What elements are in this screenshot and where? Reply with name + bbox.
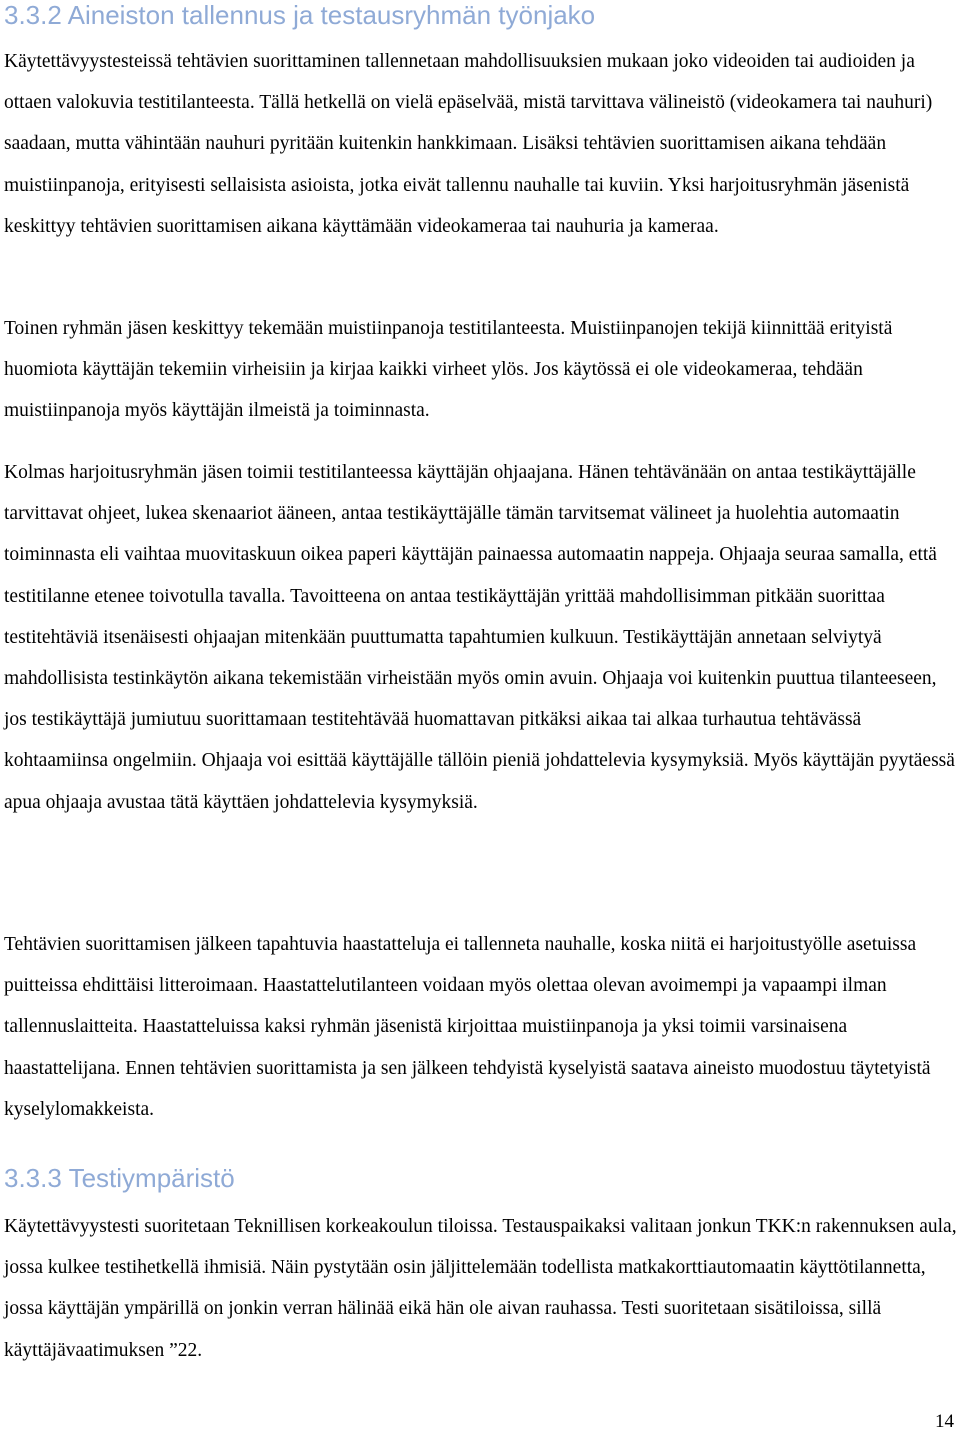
- section-heading-3-3-3: 3.3.3 Testiympäristö: [4, 1163, 235, 1193]
- paragraph-interviews: Tehtävien suorittamisen jälkeen tapahtuvia haastatteluja ei tallenneta nauhalle, koska niitä ei harjoitustyölle asetuissa puitteissa ehdittäisi litteroimaan. Haastattelutilanteen voidaan myös olettaa olevan avoimempi ja vapaampi ilman tallennuslaitteita. Haastatteluissa kaksi ryhmän jäsenistä kirjoittaa muistiinpanoja ja yksi toimii varsinaisena haastattelijana. Ennen tehtävien suorittamista ja sen jälkeen tehdyistä kyselyistä saatava aineisto muodostuu täytetyistä kyselylomakkeista.: [4, 934, 931, 1120]
- paragraph-guide-role: Kolmas harjoitusryhmän jäsen toimii testitilanteessa käyttäjän ohjaajana. Hänen tehtävänään on antaa testikäyttäjälle tarvittavat ohjeet, lukea skenaariot ääneen, antaa testikäyttäjälle tämän tarvitsemat välineet ja huolehtia automaatin toiminnasta eli vaihtaa muovitaskuun oikea paperi käyttäjän painaessa automaatin nappeja. Ohjaaja seuraa samalla, että testitilanne etenee toivotulla tavalla. Tavoitteena on antaa testikäyttäjän yrittää mahdollisimman pitkään suorittaa testitehtäviä itsenäisesti ohjaajan mitenkään puuttumatta tapahtumien kulkuun. Testikäyttäjän annetaan selviytyä mahdollisista testinkäytön aikana tekemistään virheistään myös omin avuin. Ohjaaja voi kuitenkin puuttua tilanteeseen, jos testikäyttäjä jumiutuu suorittamaan testitehtävää huomattavan pitkäksi aikaa tai alkaa turhautua tehtävässä kohtaamiinsa ongelmiin. Ohjaaja voi esittää käyttäjälle tällöin pieniä johdattelevia kysymyksiä. Myös käyttäjän pyytäessä apua ohjaaja avustaa tätä käyttäen johdattelevia kysymyksiä.: [4, 462, 955, 813]
- page-number: 14: [935, 1411, 954, 1432]
- paragraph-recording-methods: Käytettävyystesteissä tehtävien suorittaminen tallennetaan mahdollisuuksien mukaan joko videoiden tai audioiden ja ottaen valokuvia testitilanteesta. Tällä hetkellä on vielä epäselvää, mistä tarvittava välineistö (videokamera tai nauhuri) saadaan, mutta vähintään nauhuri pyritään kuitenkin hankkimaan. Lisäksi tehtävien suorittamisen aikana tehdään muistiinpanoja, erityisesti sellaisista asioista, jotka eivät tallennu nauhalle tai kuviin. Yksi harjoitusryhmän jäsenistä keskittyy tehtävien suorittamisen aikana käyttämään videokameraa tai nauhuria ja kameraa.: [4, 51, 933, 237]
- paragraph-note-taker-role: Toinen ryhmän jäsen keskittyy tekemään muistiinpanoja testitilanteesta. Muistiinpanojen tekijä kiinnittää erityistä huomiota käyttäjän tekemiin virheisiin ja kirjaa kaikki virheet ylös. Jos käytössä ei ole videokameraa, tehdään muistiinpanoja myös käyttäjän ilmeistä ja toiminnasta.: [4, 318, 893, 422]
- section-heading-3-3-2: 3.3.2 Aineiston tallennus ja testausryhmän työnjako: [4, 0, 596, 30]
- paragraph-test-environment: Käytettävyystesti suoritetaan Teknillisen korkeakoulun tiloissa. Testauspaikaksi valitaan jonkun TKK:n rakennuksen aula, jossa kulkee testihetkellä ihmisiä. Näin pystytään osin jäljittelemään todellista matkakorttiautomaatin käyttötilannetta, jossa käyttäjän ympärillä on jonkin verran hälinää eikä hän ole aivan rauhassa. Testi suoritetaan sisätiloissa, sillä käyttäjävaatimuksen ”22.: [4, 1216, 957, 1361]
